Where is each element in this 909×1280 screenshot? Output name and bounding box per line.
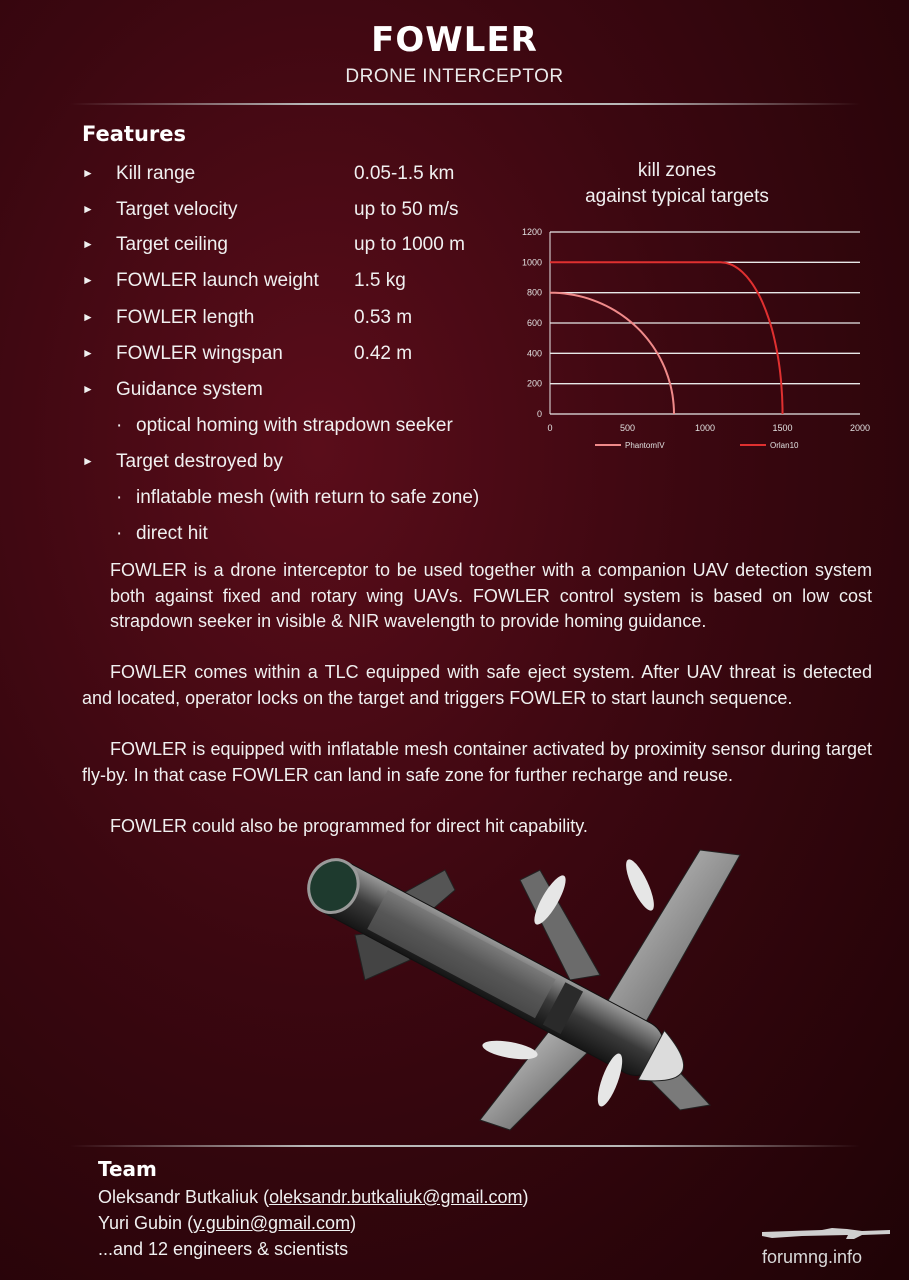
y-tick-label: 0 <box>536 409 542 419</box>
bullet-arrow-icon: ► <box>82 454 94 468</box>
feature-value: 0.53 m <box>354 307 413 328</box>
feature-row <box>82 270 406 292</box>
description-paragraph <box>110 558 872 635</box>
feature-label: Kill range <box>116 163 196 184</box>
member-email-link[interactable]: oleksandr.butkaliuk@gmail.com <box>269 1187 523 1207</box>
feature-subitem-label: inflatable mesh (with return to safe zone) <box>136 487 480 508</box>
member-email-link[interactable]: y.gubin@gmail.com <box>193 1213 351 1233</box>
x-tick-label: 1500 <box>772 423 793 433</box>
bullet-dot-icon: · <box>116 415 123 436</box>
chart-title-line: kill zones <box>637 160 717 181</box>
page-subtitle: DRONE INTERCEPTOR <box>345 66 564 87</box>
x-tick-label: 500 <box>619 423 636 433</box>
feature-label: FOWLER launch weight <box>116 270 319 291</box>
description-text: FOWLER could also be programmed for direct hit capability. <box>110 816 588 836</box>
legend-label: PhantomIV <box>625 441 665 450</box>
feature-row <box>82 163 454 185</box>
bullet-arrow-icon: ► <box>82 166 94 180</box>
x-tick-label: 1000 <box>694 423 716 433</box>
divider <box>70 1145 860 1147</box>
feature-subitem-label: optical homing with strapdown seeker <box>136 415 453 436</box>
bullet-arrow-icon: ► <box>82 237 94 251</box>
y-tick-label: 800 <box>526 287 542 298</box>
y-tick-label: 1200 <box>521 227 542 237</box>
series-line-Orlan10 <box>550 262 783 414</box>
feature-row <box>82 307 412 329</box>
feature-subitem <box>116 487 479 509</box>
description-text: FOWLER is a drone interceptor to be used together with a companion UAV detection system both against fixed and rotary wing UAVs. FOWLER control system is based on low cost strapdown seeker in visible & NIR wavelength to provide homing guidance. <box>110 560 872 631</box>
x-tick-label: 0 <box>547 423 553 433</box>
y-tick-label: 200 <box>526 378 542 389</box>
bullet-dot-icon: · <box>116 523 123 544</box>
feature-subitem-label: direct hit <box>136 523 208 544</box>
description-paragraph <box>82 660 872 711</box>
page-title: FOWLER <box>371 20 538 60</box>
team-member: Oleksandr Butkaliuk (oleksandr.butkaliuk@gmail.com) <box>98 1187 529 1207</box>
team-member: Yuri Gubin (y.gubin@gmail.com) <box>98 1213 357 1233</box>
drone-illustration <box>270 840 750 1140</box>
feature-subitem <box>116 523 208 545</box>
team-more: ...and 12 engineers & scientists <box>98 1239 349 1259</box>
bullet-arrow-icon: ► <box>82 202 94 216</box>
member-name: Yuri Gubin <box>98 1213 183 1233</box>
description-text: FOWLER is equipped with inflatable mesh container activated by proximity sensor during target fly-by. In that case FOWLER can land in safe zone for further recharge and reuse. <box>82 739 872 785</box>
feature-value: up to 1000 m <box>354 234 465 255</box>
y-tick-label: 1000 <box>521 257 542 268</box>
chart-title-line: against typical targets <box>585 186 769 207</box>
bullet-arrow-icon: ► <box>82 382 94 396</box>
y-tick-label: 600 <box>526 318 542 328</box>
feature-row <box>82 234 465 256</box>
feature-label: Guidance system <box>116 379 263 400</box>
feature-label: FOWLER length <box>116 307 255 328</box>
feature-label: Target ceiling <box>116 234 228 255</box>
x-tick-label: 2000 <box>849 423 871 433</box>
bullet-dot-icon: · <box>116 487 123 508</box>
team-heading: Team <box>98 1157 157 1181</box>
bullet-arrow-icon: ► <box>82 273 94 287</box>
feature-row <box>82 199 459 221</box>
description-paragraph <box>82 814 872 840</box>
feature-value: up to 50 m/s <box>354 199 459 220</box>
legend-label: Orlan10 <box>770 441 799 450</box>
feature-value: 0.05-1.5 km <box>354 163 455 184</box>
bullet-arrow-icon: ► <box>82 346 94 360</box>
features-heading: Features <box>82 122 186 146</box>
description-paragraph <box>82 737 872 788</box>
feature-label: Target velocity <box>116 199 238 220</box>
bullet-arrow-icon: ► <box>82 310 94 324</box>
kill-zone-chart <box>500 220 880 470</box>
feature-subitem <box>116 415 453 437</box>
feature-row <box>82 451 354 473</box>
member-name: Oleksandr Butkaliuk <box>98 1187 259 1207</box>
rifle-logo-icon <box>762 1226 892 1240</box>
divider <box>70 103 860 105</box>
description-text: FOWLER comes within a TLC equipped with safe eject system. After UAV threat is detected and located, operator locks on the target and triggers FOWLER to start launch sequence. <box>82 662 872 708</box>
watermark-text: forumng.info <box>762 1247 863 1267</box>
feature-value: 0.42 m <box>354 343 413 364</box>
feature-value: 1.5 kg <box>354 270 406 291</box>
feature-label: Target destroyed by <box>116 451 283 472</box>
feature-label: FOWLER wingspan <box>116 343 283 364</box>
y-tick-label: 400 <box>526 348 542 359</box>
feature-row <box>82 343 412 365</box>
chart-title <box>560 158 794 210</box>
feature-row <box>82 379 354 401</box>
